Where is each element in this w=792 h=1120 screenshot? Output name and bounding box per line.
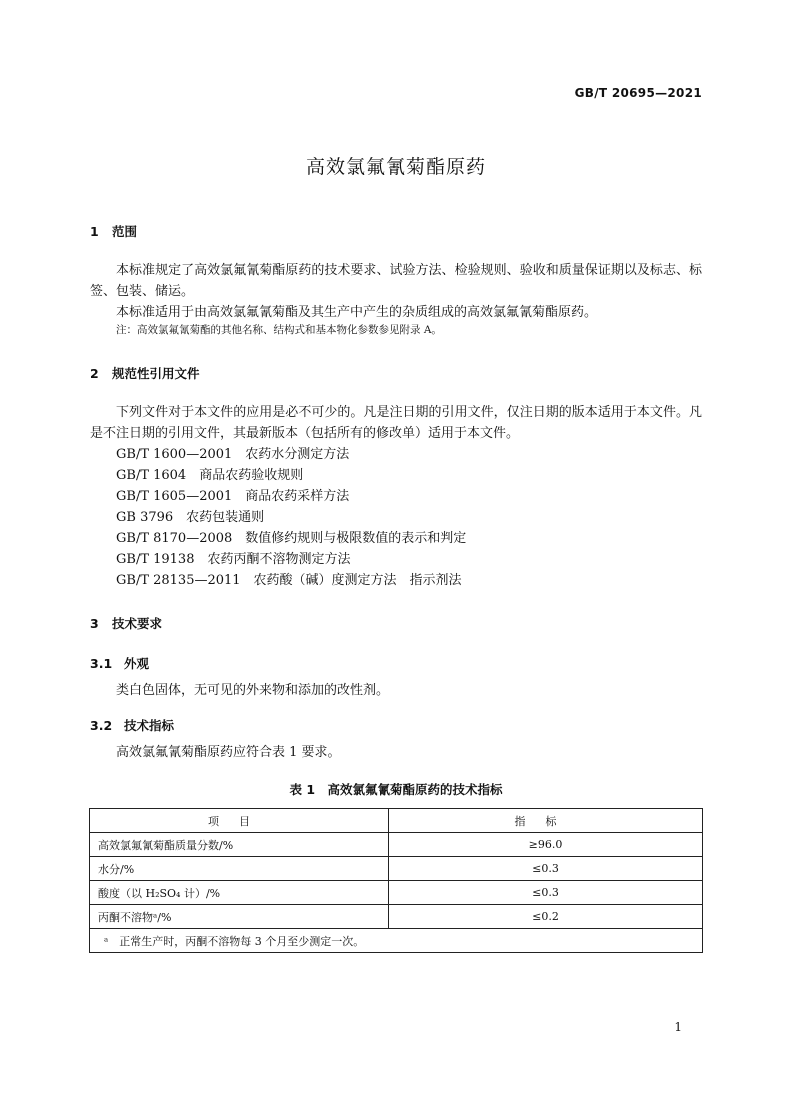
value-cell: ≥96.0	[389, 833, 703, 857]
section-title: 外观	[124, 656, 150, 671]
document-title: 高效氯氟氰菊酯原药	[305, 156, 486, 178]
table-row	[90, 905, 703, 929]
table-footnote-row	[90, 929, 703, 953]
section-number: 3.2	[90, 718, 113, 733]
item-cell: 酸度（以 H₂SO₄ 计）/%	[90, 881, 389, 905]
item-cell: 高效氯氟氰菊酯质量分数/%	[90, 833, 389, 857]
paragraph: 高效氯氟氰菊酯原药应符合表 1 要求。	[116, 745, 341, 760]
section-number: 3.1	[90, 656, 113, 671]
standard-number: GB/T 20695—2021	[574, 86, 702, 100]
subsection-3-2-heading	[90, 716, 174, 734]
section-title: 技术指标	[124, 718, 175, 733]
paragraph: 本标准适用于由高效氯氟氰菊酯及其生产中产生的杂质组成的高效氯氟氰菊酯原药。	[116, 305, 598, 320]
item-cell: 水分/%	[90, 857, 389, 881]
table-footnote: ᵃ 正常生产时，丙酮不溶物每 3 个月至少测定一次。	[90, 929, 703, 953]
spec-table	[89, 808, 703, 953]
reference-item: GB/T 8170—2008 数值修约规则与极限数值的表示和判定	[116, 531, 467, 546]
page-number: 1	[674, 1020, 682, 1034]
item-cell: 丙酮不溶物ᵃ/%	[90, 905, 389, 929]
value-cell: ≤0.3	[389, 857, 703, 881]
table-row	[90, 833, 703, 857]
table-row	[90, 881, 703, 905]
section-number: 3	[90, 616, 99, 631]
section-title: 技术要求	[112, 616, 163, 631]
paragraph: 本标准规定了高效氯氟氰菊酯原药的技术要求、试验方法、检验规则、验收和质量保证期以及标志、标签、包装、储运。	[90, 263, 702, 299]
section-number: 1	[90, 224, 99, 239]
reference-item: GB/T 1604 商品农药验收规则	[116, 468, 304, 483]
reference-item: GB/T 28135—2011 农药酸（碱）度测定方法 指示剂法	[116, 573, 462, 588]
section-1-heading	[90, 222, 137, 240]
reference-item: GB/T 19138 农药丙酮不溶物测定方法	[116, 552, 351, 567]
value-cell: ≤0.3	[389, 881, 703, 905]
section-3-heading	[90, 614, 162, 632]
table-row	[90, 857, 703, 881]
paragraph: 下列文件对于本文件的应用是必不可少的。凡是注日期的引用文件，仅注日期的版本适用于本文件。凡是不注日期的引用文件，其最新版本（包括所有的修改单）适用于本文件。	[90, 405, 702, 441]
table-caption: 表 1 高效氯氟氰菊酯原药的技术指标	[289, 782, 503, 797]
reference-item: GB 3796 农药包装通则	[116, 510, 265, 525]
column-header: 项目	[90, 809, 389, 833]
column-header: 指标	[389, 809, 703, 833]
reference-item: GB/T 1605—2001 商品农药采样方法	[116, 489, 350, 504]
subsection-3-1-heading	[90, 654, 149, 672]
value-cell: ≤0.2	[389, 905, 703, 929]
section-number: 2	[90, 366, 99, 381]
section-title: 范围	[112, 224, 138, 239]
paragraph: 类白色固体，无可见的外来物和添加的改性剂。	[116, 683, 390, 698]
section-title: 规范性引用文件	[112, 366, 200, 381]
reference-item: GB/T 1600—2001 农药水分测定方法	[116, 447, 350, 462]
table-header-row	[90, 809, 703, 833]
note: 注：高效氯氟氰菊酯的其他名称、结构式和基本物化参数参见附录 A。	[116, 324, 442, 336]
section-2-heading	[90, 364, 200, 382]
